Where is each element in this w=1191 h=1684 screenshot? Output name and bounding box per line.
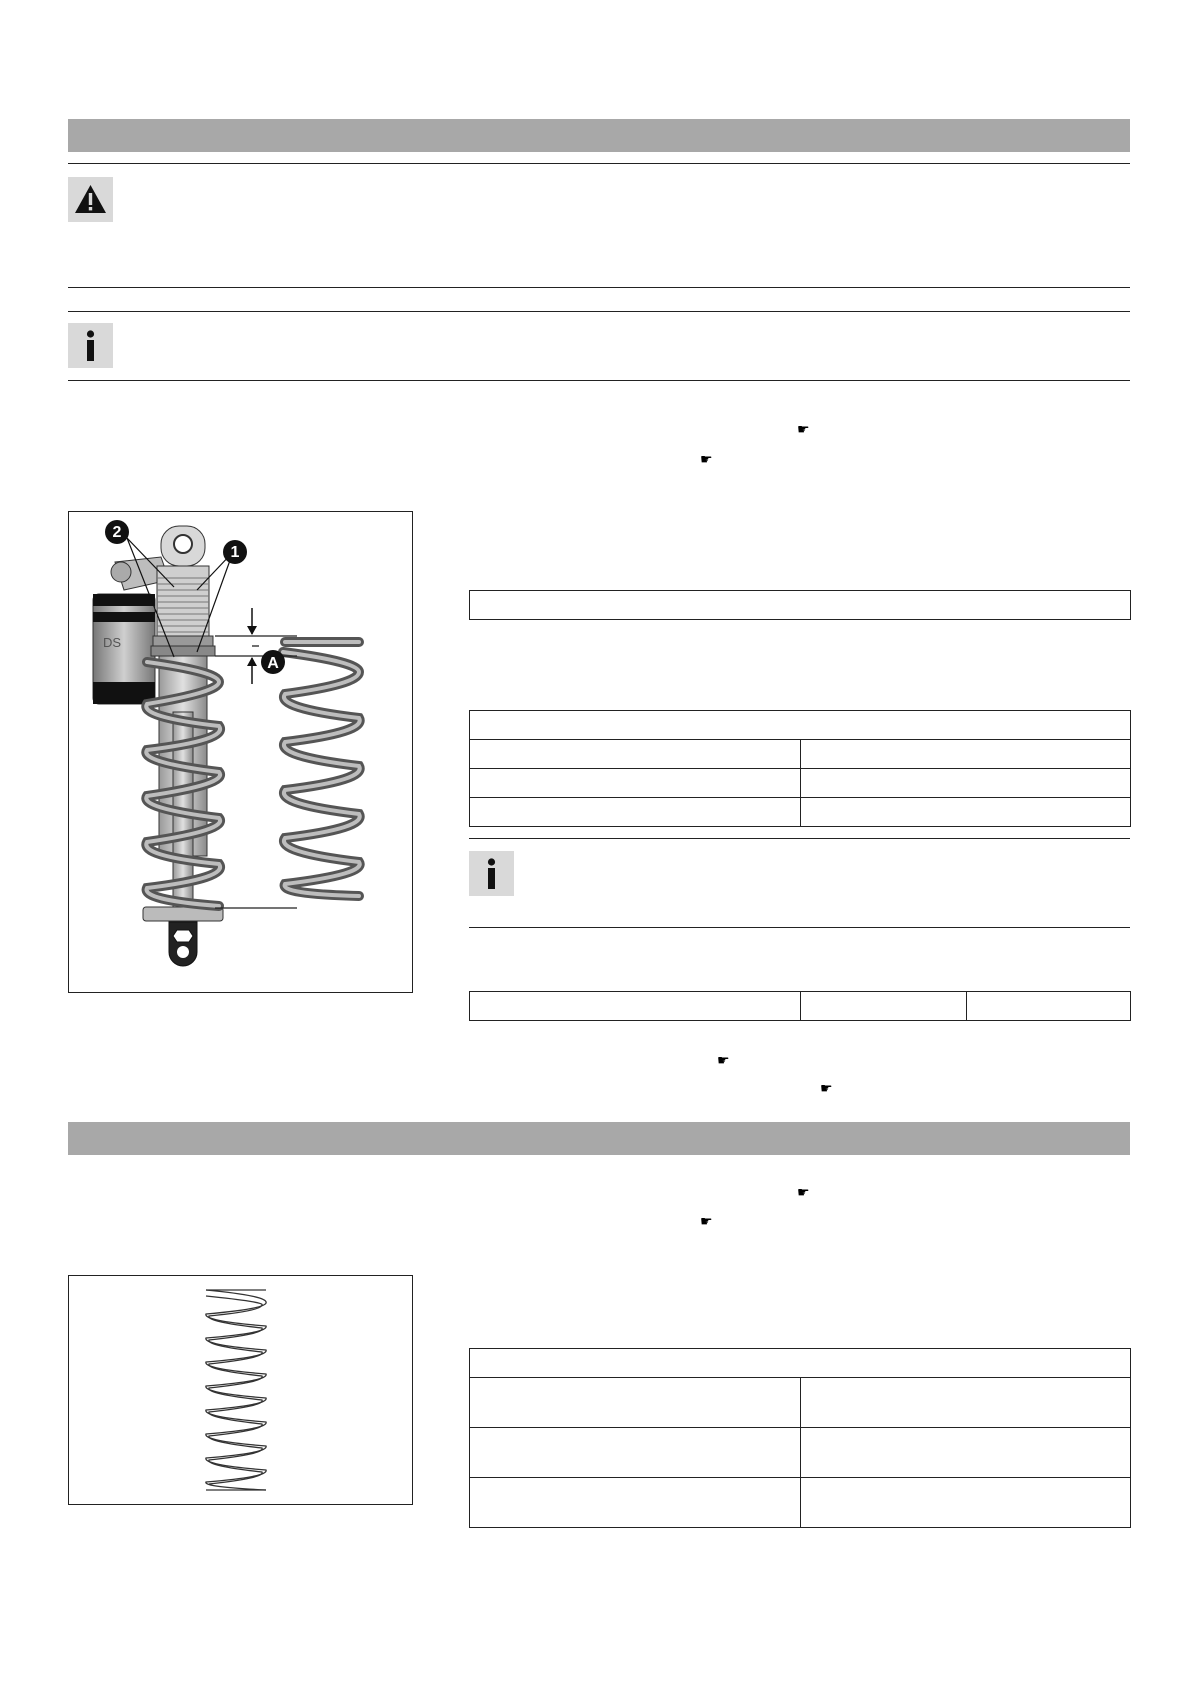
section-header-band [68,1122,1130,1155]
table-cell [470,992,801,1021]
warning-top-rule [68,163,1130,164]
hand-pointer-icon: ☛ [820,1080,833,1096]
info-mid-top-rule [469,838,1130,839]
spring-figure [68,1275,413,1505]
table-header-cell [470,1349,1131,1378]
spec-table-spring [469,710,1131,827]
shock-absorber-illustration [69,512,411,991]
info-bottom-rule [68,380,1130,381]
hand-pointer-icon: ☛ [797,421,810,437]
shock-absorber-figure [68,511,413,993]
callout-A: A [267,655,279,672]
table-header-cell [470,711,1131,740]
info-top-rule [68,311,1130,312]
table-cell [470,1378,801,1428]
callout-1: 1 [230,544,240,561]
table-cell [801,740,1131,769]
callout-2: 2 [112,524,122,541]
info-mid-icon-box [469,851,514,896]
table-cell [470,1478,801,1528]
shock-body-text: DS [103,635,122,650]
table-cell [470,798,801,827]
table-cell [470,769,801,798]
warning-bottom-rule [68,287,1130,288]
table-cell [470,591,1131,620]
table-cell [801,1428,1131,1478]
hand-pointer-icon: ☛ [717,1052,730,1068]
table-cell [967,992,1131,1021]
spring-illustration [69,1276,411,1503]
table-cell [801,1378,1131,1428]
info-mid-bottom-rule [469,927,1130,928]
warning-triangle-icon [68,177,113,222]
table-cell [801,769,1131,798]
info-icon [469,851,514,896]
hand-pointer-icon: ☛ [700,451,713,467]
section-header-band [68,119,1130,152]
table-cell [801,1478,1131,1528]
table-cell [801,992,967,1021]
table-cell [801,798,1131,827]
spec-table-bottom [469,1348,1131,1528]
info-icon-box [68,323,113,368]
warning-icon-box [68,177,113,222]
info-icon [68,323,113,368]
hand-pointer-icon: ☛ [700,1213,713,1229]
spec-table-three-col [469,991,1131,1021]
spec-table-single [469,590,1131,620]
table-cell [470,1428,801,1478]
hand-pointer-icon: ☛ [797,1184,810,1200]
table-cell [470,740,801,769]
